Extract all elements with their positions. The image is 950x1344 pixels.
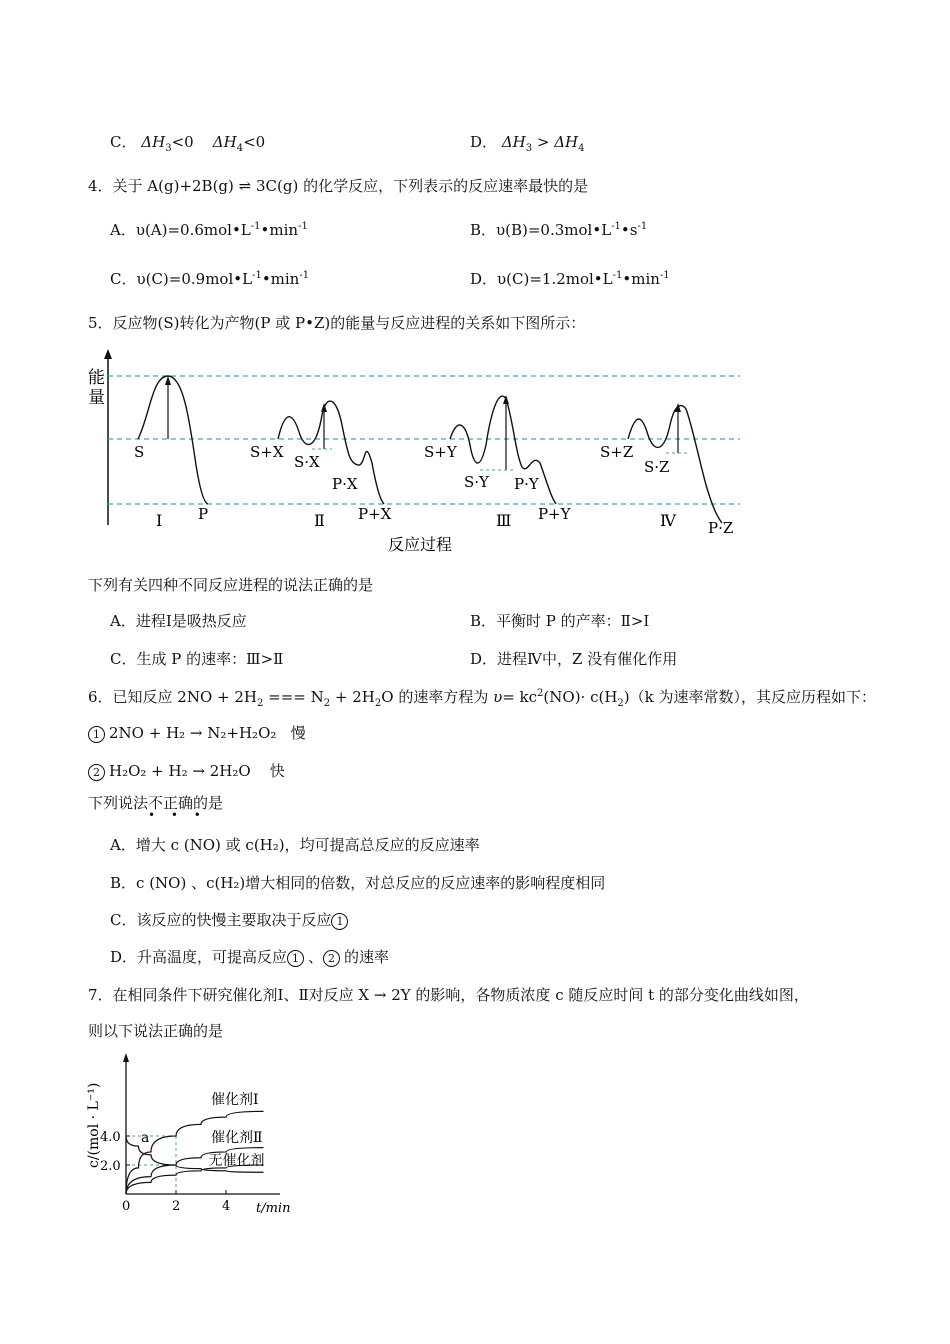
series-label-1: 催化剂Ⅱ xyxy=(211,1129,263,1146)
label-s: S xyxy=(134,443,145,461)
chart-y-label: c/(mol · L⁻¹) xyxy=(86,1082,102,1168)
label-s-dot-y: S·Y xyxy=(464,473,489,491)
q5-after: 下列有关四种不同反应进程的说法正确的是 xyxy=(88,576,374,594)
energy-diagram xyxy=(80,345,760,560)
q7-stem-2: 则以下说法正确的是 xyxy=(88,1022,224,1040)
q6-step-2: 2 H₂O₂ + H₂ → 2H₂O 快 xyxy=(88,760,285,781)
q3-option-d: D． $\Delta H_3 > \Delta H_4$ xyxy=(470,133,585,154)
q4-option-c: C．$\upsilon(C)=0.9mol•L^{-1}•\min^{-1}$ xyxy=(110,270,310,288)
label-p-plus-y: P+Y xyxy=(538,505,571,523)
q6-option-d: D．升高温度，可提高反应 1 、 2 的速率 xyxy=(110,948,390,966)
series-label-2: 无催化剂 xyxy=(208,1153,265,1169)
concentration-chart xyxy=(80,1050,290,1220)
q5-option-a: A．进程Ⅰ是吸热反应 xyxy=(110,612,247,630)
q5-option-b: B．平衡时 P 的产率：Ⅱ>Ⅰ xyxy=(470,612,650,630)
q6-step-1: 1 2NO + H₂ → N₂+H₂O₂ 慢 xyxy=(88,722,306,743)
series-label-0: 催化剂Ⅰ xyxy=(211,1092,259,1109)
label-p-dot-z: P·Z xyxy=(708,519,734,537)
q6-option-a: A．增大 c (NO) 或 c(H₂)，均可提高总反应的反应速率 xyxy=(110,836,480,854)
q6-option-b: B．c (NO) 、c(H₂)增大相同的倍数，对总反应的反应速率的影响程度相同 xyxy=(110,874,606,892)
q6-stem: 6．已知反应 $2NO + 2H_2$ === $N_2 + 2H_2O$ 的速率方程为 $\upsilon= kc^2(NO)\cdot c(H_2)(k$ 为速率常数），其反应历程如下： xyxy=(88,688,877,709)
label-p: P xyxy=(198,505,209,523)
q6-option-c: C．该反应的快慢主要取决于反应 1 xyxy=(110,909,352,930)
circled-number-2: 2 xyxy=(88,764,105,781)
curve-process-1 xyxy=(138,376,208,504)
label-p-plus-x: P+X xyxy=(358,505,392,523)
x-tick-label-4: 4 xyxy=(222,1199,231,1214)
label-s-plus-y: S+Y xyxy=(424,443,457,461)
y-tick-label-2.0: 2.0 xyxy=(100,1159,121,1174)
label-process-3: Ⅲ xyxy=(496,511,512,530)
series-line-2 xyxy=(126,1165,264,1194)
energy-x-label: 反应过程 xyxy=(388,535,453,554)
q5-stem: 5．反应物(S)转化为产物(P 或 P•Z)的能量与反应进程的关系如下图所示： xyxy=(88,314,586,332)
circled-number-1: 1 xyxy=(88,726,105,743)
energy-y-arrow xyxy=(104,349,112,359)
chart-x-label: t/min xyxy=(256,1201,290,1216)
q4-option-b: B．$\upsilon(B)=0.3mol•L^{-1}•s^{-1}$ xyxy=(470,221,648,239)
series-label-3: a xyxy=(141,1129,150,1146)
label-s-dot-z: S·Z xyxy=(644,458,670,476)
curve-process-4 xyxy=(628,406,722,523)
label-s-dot-x: S·X xyxy=(294,453,320,471)
x-tick-label-0: 0 xyxy=(122,1199,131,1214)
q4-option-a: A．$\upsilon(A)=0.6mol•L^{-1}•\min^{-1}$ xyxy=(110,221,308,239)
q3-option-c: C． $\Delta H_3<0$ $\Delta H_4<0$ xyxy=(110,133,266,154)
x-tick-label-2: 2 xyxy=(172,1199,181,1214)
label-process-4: Ⅳ xyxy=(660,511,676,530)
q5-option-d: D．进程Ⅳ中，Z 没有催化作用 xyxy=(470,650,678,668)
energy-y-label-2: 量 xyxy=(88,388,105,408)
label-s-plus-x: S+X xyxy=(250,443,284,461)
label-process-2: Ⅱ xyxy=(314,511,325,530)
label-s-plus-z: S+Z xyxy=(600,443,634,461)
q5-option-c: C．生成 P 的速率：Ⅲ>Ⅱ xyxy=(110,650,284,668)
label-p-dot-x: P·X xyxy=(332,475,358,493)
q4-stem: 4．关于 A(g)+2B(g) ⇌ 3C(g) 的化学反应，下列表示的反应速率最快的是 xyxy=(88,177,589,195)
label-p-dot-y: P·Y xyxy=(514,475,539,493)
energy-y-label: 能量 xyxy=(80,345,82,346)
label-process-1: Ⅰ xyxy=(156,511,163,530)
chart-y-arrow xyxy=(123,1053,129,1062)
y-tick-label-4.0: 4.0 xyxy=(100,1130,121,1145)
emphasis-dots: • • • xyxy=(148,808,207,822)
energy-y-label-1: 能 xyxy=(88,368,105,388)
q4-option-d: D．$\upsilon(C)=1.2mol•L^{-1}•\min^{-1}$ xyxy=(470,270,670,288)
q7-stem-1: 7．在相同条件下研究催化剂Ⅰ、Ⅱ对反应 X → 2Y 的影响，各物质浓度 c 随反应时间 t 的部分变化曲线如图， xyxy=(88,986,809,1004)
q6-ask: 下列说法不正确的是 xyxy=(88,794,224,812)
